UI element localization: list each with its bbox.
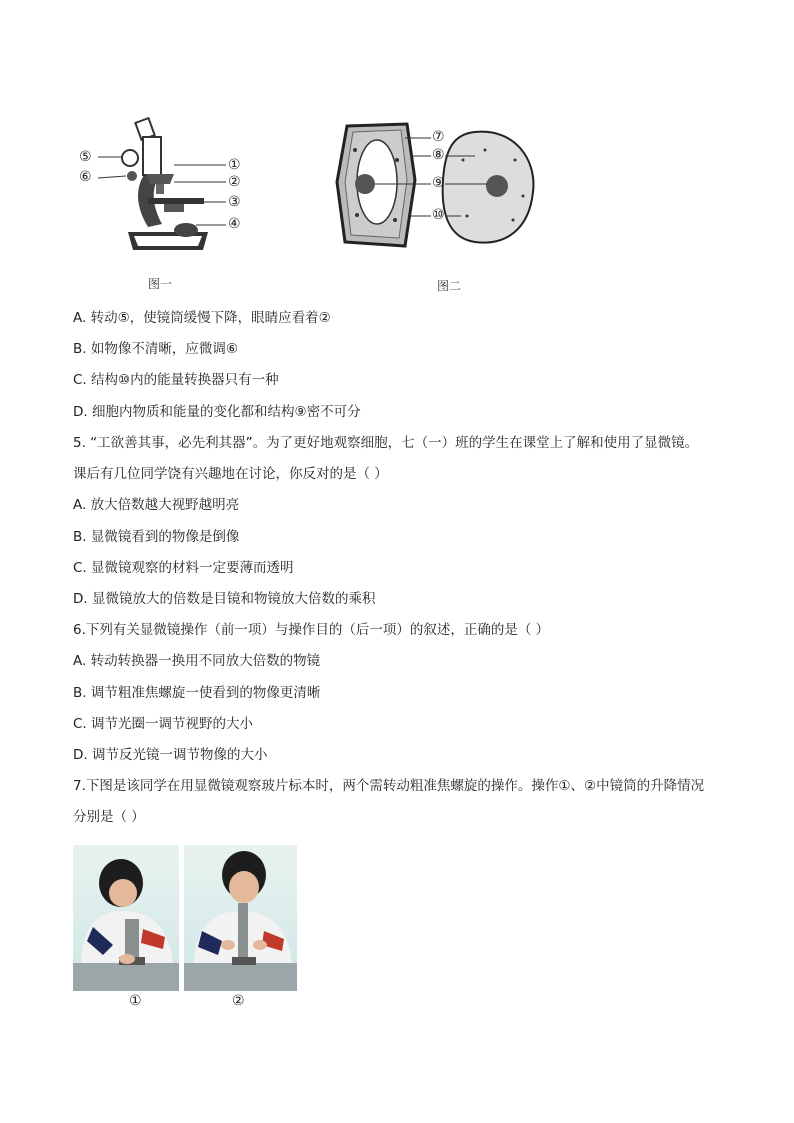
microscope-diagram bbox=[78, 112, 278, 257]
q6-stem: 6.下列有关显微镜操作（前一项）与操作目的（后一项）的叙述，正确的是（ ） bbox=[73, 622, 550, 638]
figure1-caption: 图一 bbox=[148, 277, 173, 291]
label-5: ⑤ bbox=[79, 149, 92, 165]
q6-option-b: B. 调节粗准焦螺旋一使看到的物像更清晰 bbox=[73, 685, 321, 701]
q6-option-a: A. 转动转换器一换用不同放大倍数的物镜 bbox=[73, 653, 321, 669]
q6-option-d: D. 调节反光镜一调节物像的大小 bbox=[73, 747, 268, 763]
q5-option-d: D. 显微镜放大的倍数是目镜和物镜放大倍数的乘积 bbox=[73, 591, 376, 607]
q5-option-c: C. 显微镜观察的材料一定要薄而透明 bbox=[73, 560, 294, 576]
photo-1-label: ① bbox=[129, 993, 142, 1009]
label-9: ⑨ bbox=[432, 175, 445, 191]
photo-2-label: ② bbox=[232, 993, 245, 1009]
label-4: ④ bbox=[228, 216, 241, 232]
q5-option-a: A. 放大倍数越大视野越明亮 bbox=[73, 497, 240, 513]
q6-option-c: C. 调节光圈一调节视野的大小 bbox=[73, 716, 254, 732]
figure2-caption: 图二 bbox=[437, 279, 462, 293]
label-6: ⑥ bbox=[79, 169, 92, 185]
label-1: ① bbox=[228, 157, 241, 173]
cell-diagram bbox=[335, 120, 540, 250]
label-10: ⑩ bbox=[432, 207, 445, 223]
q5-stem-line2: 课后有几位同学饶有兴趣地在讨论，你反对的是（ ） bbox=[73, 466, 388, 482]
q4-option-a: A. 转动⑤，使镜筒缓慢下降，眼睛应看着② bbox=[73, 310, 331, 326]
q5-stem-line1: 5. “工欲善其事，必先利其器”。为了更好地观察细胞，七（一）班的学生在课堂上了解和使用了显微镜。 bbox=[73, 435, 699, 451]
operation-photo-2 bbox=[184, 845, 297, 991]
label-3: ③ bbox=[228, 194, 241, 210]
label-2: ② bbox=[228, 174, 241, 190]
q4-option-d: D. 细胞内物质和能量的变化都和结构⑨密不可分 bbox=[73, 404, 361, 420]
label-8: ⑧ bbox=[432, 147, 445, 163]
q5-option-b: B. 显微镜看到的物像是倒像 bbox=[73, 529, 240, 545]
q7-stem-line1: 7.下图是该同学在用显微镜观察玻片标本时，两个需转动粗准焦螺旋的操作。操作①、②中镜筒的升降情况 bbox=[73, 778, 705, 794]
q4-option-c: C. 结构⑩内的能量转换器只有一种 bbox=[73, 372, 279, 388]
q7-stem-line2: 分别是（ ） bbox=[73, 809, 145, 825]
label-7: ⑦ bbox=[432, 129, 445, 145]
q4-option-b: B. 如物像不清晰，应微调⑥ bbox=[73, 341, 238, 357]
operation-photo-1 bbox=[73, 845, 179, 991]
